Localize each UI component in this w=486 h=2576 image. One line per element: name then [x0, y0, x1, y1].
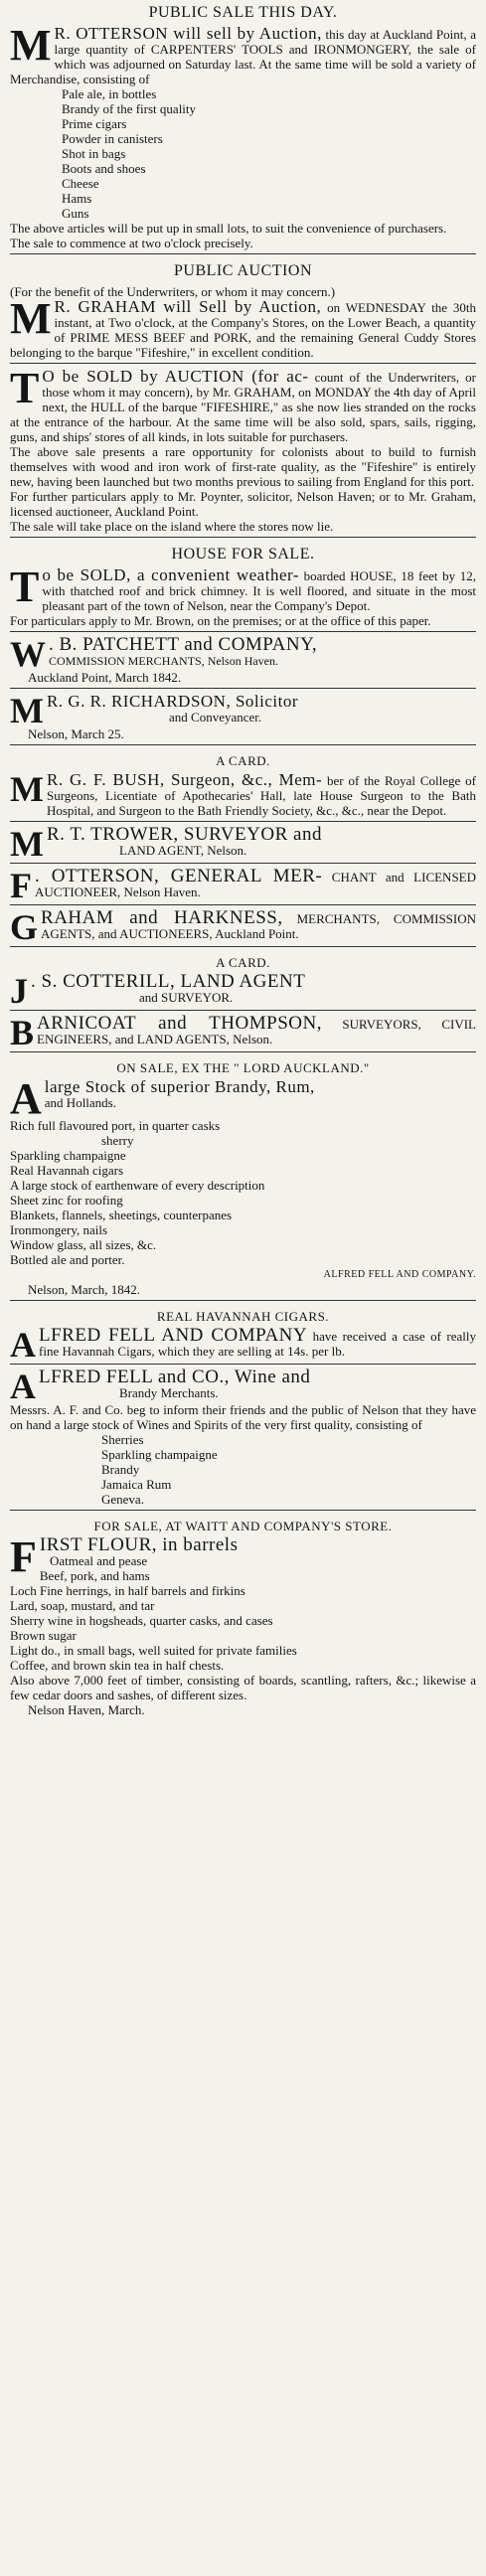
divider: [10, 537, 476, 538]
ad2-subheading: (For the benefit of the Underwriters, or whom it may concern.): [10, 284, 336, 299]
list-item: Jamaica Rum: [101, 1477, 172, 1492]
ad16-lead: IRST FLOUR, in barrels: [39, 1534, 239, 1555]
ad3-drop-cap: T: [10, 364, 40, 412]
divider: [10, 821, 476, 822]
ad16-date: Nelson Haven, March.: [28, 1702, 145, 1717]
divider: [10, 363, 476, 364]
list-item: Brown sugar: [10, 1628, 77, 1643]
ad13-signature: ALFRED FELL AND COMPANY.: [323, 1269, 476, 1280]
ad15-p2: Messrs. A. F. and Co. beg to inform their friends and the public of Nelson that they have on hand a large stock of Wines and Spirits of the very first quality, consisting of: [10, 1402, 476, 1432]
ad7-body: ber of the Royal College of Surgeons, Licentiate of Apothecaries' Hall, late House Surgeon to the Bath Hospital, and Surgeon to the Bath Friendly Society, &c., &c., near the Depot.: [46, 773, 476, 818]
ad11-lead: . S. COTTERILL, LAND AGENT: [31, 971, 306, 992]
list-item: Real Havannah cigars: [10, 1163, 124, 1178]
ad-public-auction: [10, 258, 476, 368]
ad-bush-card: [10, 749, 476, 826]
ad5-text: [10, 634, 476, 674]
divider: [10, 253, 476, 254]
ad4-heading: HOUSE FOR SALE.: [171, 546, 315, 563]
ad-trower: [10, 826, 476, 868]
ad7-heading: A CARD.: [216, 753, 270, 768]
list-item: Bottled ale and porter.: [10, 1252, 125, 1267]
ad13-drop-cap: A: [10, 1074, 42, 1123]
ad5-drop-cap: W: [10, 634, 46, 674]
ad9-text: [10, 866, 476, 905]
list-item: Blankets, flannels, sheetings, counterpanes: [10, 1208, 233, 1222]
ad12-text: [10, 1013, 477, 1052]
ad5-date: Auckland Point, March 1842.: [28, 670, 182, 685]
list-item: Beef, pork, and hams: [39, 1568, 150, 1583]
ad10-text: [10, 907, 477, 947]
list-item: Hams: [62, 191, 92, 206]
ad7-drop-cap: M: [10, 769, 44, 809]
divider: [10, 744, 476, 745]
ad10-body: MERCHANTS, COMMISSION AGENTS, and AUCTIONEERS, Auckland Point.: [41, 911, 477, 941]
ad2-text: [10, 294, 477, 360]
divider: [10, 904, 476, 905]
list-item: Sparkling champaigne: [10, 1148, 126, 1163]
ad1-lead: R. OTTERSON will sell by Auction,: [54, 24, 322, 43]
ad11-body: and SURVEYOR.: [139, 990, 234, 1005]
ad-barnicoat-thompson: [10, 1015, 476, 1056]
ad14-drop-cap: A: [10, 1325, 36, 1365]
ad13-heading: ON SALE, EX THE " LORD AUCKLAND.": [116, 1060, 370, 1075]
list-item: Sparkling champaigne: [101, 1447, 218, 1462]
ad11-heading: A CARD.: [216, 955, 270, 970]
divider: [10, 1364, 476, 1365]
ad12-body: SURVEYORS, CIVIL ENGINEERS, and LAND AGENTS, Nelson.: [37, 1017, 477, 1046]
list-item: Sherries: [101, 1432, 144, 1447]
list-item: Lard, soap, mustard, and tar: [10, 1598, 155, 1613]
list-item: Powder in canisters: [62, 131, 163, 146]
ad-fifeshire-hull: [10, 364, 476, 542]
ad1-note2: The sale to commence at two o'clock precisely.: [10, 236, 253, 250]
ad14-body: have received a case of really fine Havannah Cigars, which they are selling at 14s. per lb.: [39, 1329, 477, 1359]
ad15-body: Brandy Merchants.: [119, 1385, 219, 1400]
ad3-p2: The above sale presents a rare opportunity for colonists about to build to furnish themselves with wood and iron work of first-rate quality, as the "Fifeshire" is entirely new, having been launched but two months previous to sailing from England for this port.: [10, 444, 476, 489]
ad1-note1: The above articles will be put up in small lots, to suit the convenience of purchasers.: [10, 221, 447, 236]
list-item: Prime cigars: [62, 116, 127, 131]
ad13-date: Nelson, March, 1842.: [28, 1282, 141, 1297]
ad10-drop-cap: G: [10, 907, 39, 947]
divider: [10, 688, 476, 689]
ad8-body: LAND AGENT, Nelson.: [119, 843, 247, 858]
ad6-body: and Conveyancer.: [169, 710, 262, 724]
ad-graham-harkness: [10, 909, 476, 951]
list-item: Cheese: [62, 176, 99, 191]
ad3-body: count of the Underwriters, or those whom it may concern), by Mr. GRAHAM, on MONDAY the 4th day of April next, the HULL of the barque "FIFESHIRE," as she now lies stranded on the rocks at the entrance of the harbour. At the same time will be also sold, spars, sails, rigging, guns, and ships' stores of all kinds, in lots suitable for purchasers.: [10, 370, 476, 444]
ad3-p3: For further particulars apply to Mr. Poynter, solicitor, Nelson Haven; or to Mr. Graham, licensed auctioneer, Auckland Point.: [10, 489, 476, 519]
list-item: Pale ale, in bottles: [62, 86, 157, 101]
list-item: Boots and shoes: [62, 161, 146, 176]
ad-lord-auckland: [10, 1056, 476, 1305]
ad-waitt-store: [10, 1515, 476, 1719]
ad9-body: CHANT and LICENSED AUCTIONEER, Nelson Haven.: [35, 870, 476, 899]
ad11-text: [10, 971, 476, 1011]
divider: [10, 1300, 476, 1301]
divider: [10, 863, 476, 864]
ad11-drop-cap: J: [10, 971, 28, 1011]
ad14-lead: LFRED FELL AND COMPANY: [39, 1325, 308, 1346]
ad-otterson-merchant: [10, 868, 476, 909]
ad13-body: and Hollands.: [44, 1095, 116, 1110]
ad1-items: [10, 86, 476, 221]
ad-havannah-cigars: [10, 1305, 476, 1368]
list-item: Geneva.: [101, 1492, 144, 1507]
ad2-heading: PUBLIC AUCTION: [173, 262, 312, 279]
list-item: Shot in bags: [62, 146, 126, 161]
ad-house-for-sale: [10, 542, 476, 636]
ad15-lead: LFRED FELL and CO., Wine and: [39, 1367, 311, 1387]
divider: [10, 1010, 476, 1011]
ad6-text: [10, 691, 476, 730]
list-item: Sheet zinc for roofing: [10, 1193, 123, 1208]
list-item: Window glass, all sizes, &c.: [10, 1237, 157, 1252]
ad8-lead: R. T. TROWER, SURVEYOR and: [46, 824, 322, 845]
list-item: Coffee, and brown skin tea in half chests.: [10, 1658, 225, 1673]
ad15-text: [10, 1367, 476, 1406]
ad-richardson: [10, 693, 476, 749]
ad12-lead: ARNICOAT and THOMPSON,: [37, 1013, 322, 1034]
ad6-date: Nelson, March 25.: [28, 726, 124, 741]
list-item: Brandy: [101, 1462, 140, 1477]
ad2-lead: R. GRAHAM will Sell by Auction,: [54, 297, 322, 316]
divider: [10, 1051, 476, 1052]
divider: [10, 946, 476, 947]
ad9-lead: . OTTERSON, GENERAL MER-: [35, 866, 323, 886]
ad4-drop-cap: T: [10, 563, 40, 611]
ad1-drop-cap: M: [10, 21, 52, 70]
list-item: A large stock of earthenware of every description: [10, 1178, 265, 1193]
ad16-items: [10, 1553, 476, 1673]
ad1-text: [10, 21, 477, 86]
ad1-heading: PUBLIC SALE THIS DAY.: [148, 4, 338, 21]
ad12-drop-cap: B: [10, 1013, 35, 1052]
ad6-drop-cap: M: [10, 691, 44, 730]
ad4-lead: o be SOLD, a convenient weather-: [42, 565, 299, 584]
ad13-text: [10, 1074, 476, 1123]
list-item: Light do., in small bags, well suited for private families: [10, 1643, 297, 1658]
ad14-heading: REAL HAVANNAH CIGARS.: [156, 1309, 330, 1324]
list-item: Ironmongery, nails: [10, 1222, 108, 1237]
ad1-body: this day at Auckland Point, a large quantity of CARPENTERS' TOOLS and IRONMONGERY, the sale of which was adjourned on Saturday last. At the same time will be sold a variety of Merchandise, consisting of: [10, 27, 477, 86]
ad10-lead: RAHAM and HARKNESS,: [41, 907, 283, 928]
ad13-items: [10, 1118, 476, 1267]
ad3-lead: O be SOLD by AUCTION (for ac-: [42, 367, 309, 386]
ad16-p2: Also above 7,000 feet of timber, consisting of boards, scantling, rafters, &c.; likewise a few cedar doors and sashes, of different sizes.: [10, 1673, 476, 1702]
ad7-text: [10, 769, 476, 818]
ad15-items: [10, 1432, 476, 1507]
ad8-text: [10, 824, 476, 864]
list-item: Rich full flavoured port, in quarter casks: [10, 1118, 221, 1133]
ad4-p2: For particulars apply to Mr. Brown, on the premises; or at the office of this paper.: [10, 613, 431, 628]
ad4-text: [10, 563, 476, 613]
ad-public-sale: [10, 0, 476, 258]
ad13-lead: large Stock of superior Brandy, Rum,: [44, 1077, 315, 1096]
divider: [10, 1510, 476, 1511]
ad-patchett: [10, 636, 476, 693]
ad16-drop-cap: F: [10, 1532, 37, 1581]
ad2-drop-cap: M: [10, 294, 52, 343]
list-item: Loch Fine herrings, in half barrels and firkins: [10, 1583, 245, 1598]
ad4-body: boarded HOUSE, 18 feet by 12, with thatched roof and brick chimney. It is well floored, and situate in the most pleasant part of the town of Nelson, near the Company's Depot.: [42, 568, 476, 613]
ad9-drop-cap: F: [10, 866, 32, 905]
divider: [10, 631, 476, 632]
list-item: Guns: [62, 206, 89, 221]
ad7-lead: R. G. F. BUSH, Surgeon, &c., Mem-: [46, 770, 323, 789]
ad5-body: COMMISSION MERCHANTS, Nelson Haven.: [49, 654, 279, 668]
list-item: Brandy of the first quality: [62, 101, 197, 116]
list-item: Oatmeal and pease: [50, 1553, 148, 1568]
ad16-heading: FOR SALE, AT WAITT AND COMPANY'S STORE.: [93, 1519, 393, 1533]
list-item: sherry: [101, 1133, 134, 1148]
ad14-text: [10, 1325, 477, 1365]
ad-fell-wine: [10, 1368, 476, 1515]
ad8-drop-cap: M: [10, 824, 44, 864]
list-item: Sherry wine in hogsheads, quarter casks, and cases: [10, 1613, 273, 1628]
ad-cotterill-card: [10, 951, 476, 1015]
ad2-body: on WEDNESDAY the 30th instant, at Two o'clock, at the Company's Stores, on the Lower Beach, a quantity of PRIME MESS BEEF and PORK, and the remaining General Cuddy Stores belonging to the barque "Fifeshire," in excellent condition.: [10, 300, 477, 360]
ad3-text: [10, 364, 476, 444]
ad6-lead: R. G. R. RICHARDSON, Solicitor: [46, 692, 299, 711]
ad3-p4: The sale will take place on the island where the stores now lie.: [10, 519, 334, 534]
ad15-drop-cap: A: [10, 1367, 36, 1406]
ad5-lead: . B. PATCHETT and COMPANY,: [49, 634, 318, 655]
